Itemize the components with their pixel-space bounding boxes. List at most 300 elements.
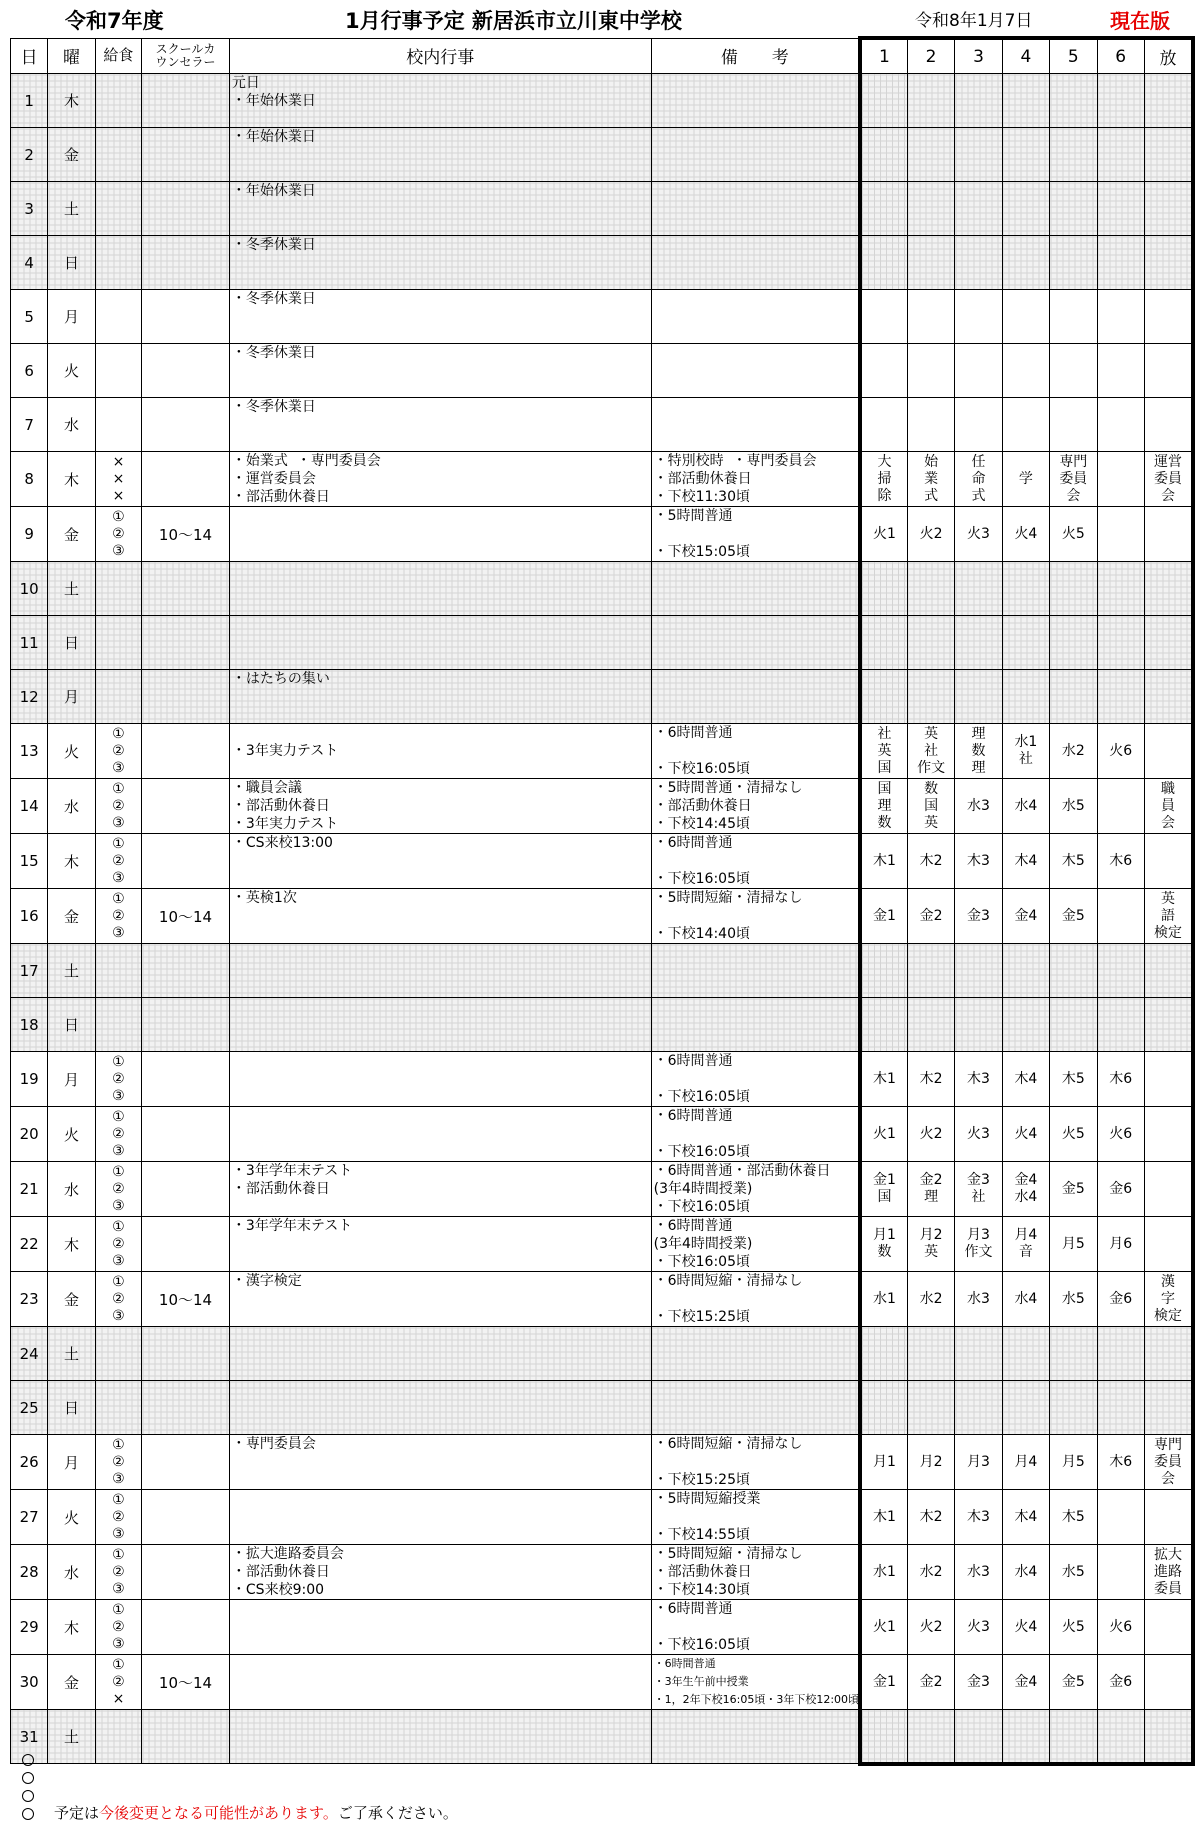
counselor-cell: 10〜14: [142, 507, 230, 562]
events-cell: [229, 1381, 651, 1435]
lunch-cell: ① ② ③: [95, 1545, 141, 1600]
period-4-cell: 月4 音: [1002, 1217, 1049, 1272]
counselor-cell: [142, 236, 230, 290]
col-period-1: 1: [860, 38, 907, 74]
period-6-cell: [1097, 1490, 1144, 1545]
notes-cell: [651, 670, 860, 724]
day-cell: 5: [11, 290, 48, 344]
weekday-cell: 月: [48, 1052, 95, 1107]
notes-cell: [651, 182, 860, 236]
period-3-cell: [955, 670, 1002, 724]
events-cell: ・年始休業日: [229, 128, 651, 182]
notes-cell: ・5時間普通 ・下校15:05頃: [651, 507, 860, 562]
notes-cell: [651, 74, 860, 128]
notes-cell: ・6時間普通・部活動休養日 (3年4時間授業) ・下校16:05頃: [651, 1162, 860, 1217]
period-4-cell: 水4: [1002, 779, 1049, 834]
period-5-cell: 金5: [1050, 889, 1097, 944]
period-3-cell: 水3: [955, 1272, 1002, 1327]
period-3-cell: 月3 作文: [955, 1217, 1002, 1272]
notes-cell: ・6時間普通 ・3年生午前中授業 ・1，2年下校16:05頃・3年下校12:00頃: [651, 1655, 860, 1710]
period-1-cell: [860, 998, 907, 1052]
after-school-cell: [1144, 562, 1193, 616]
day-cell: 21: [11, 1162, 48, 1217]
counselor-cell: [142, 944, 230, 998]
notes-cell: [651, 398, 860, 452]
version-status: 現在版: [1110, 9, 1170, 33]
period-3-cell: [955, 998, 1002, 1052]
period-5-cell: [1050, 344, 1097, 398]
period-2-cell: [907, 398, 954, 452]
footer-bullet: [22, 1786, 458, 1804]
period-1-cell: [860, 670, 907, 724]
lunch-cell: [95, 236, 141, 290]
period-3-cell: 金3 社: [955, 1162, 1002, 1217]
period-4-cell: 金4: [1002, 1655, 1049, 1710]
period-5-cell: 木5: [1050, 834, 1097, 889]
period-2-cell: 月2 英: [907, 1217, 954, 1272]
after-school-cell: 専門 委員 会: [1144, 1435, 1193, 1490]
period-5-cell: 火5: [1050, 507, 1097, 562]
period-1-cell: [860, 128, 907, 182]
period-4-cell: 水4: [1002, 1545, 1049, 1600]
day-cell: 23: [11, 1272, 48, 1327]
period-6-cell: [1097, 290, 1144, 344]
period-2-cell: 木2: [907, 1490, 954, 1545]
period-3-cell: [955, 398, 1002, 452]
day-cell: 13: [11, 724, 48, 779]
period-1-cell: 水1: [860, 1272, 907, 1327]
lunch-cell: ① ② ③: [95, 724, 141, 779]
period-1-cell: [860, 398, 907, 452]
weekday-cell: 木: [48, 834, 95, 889]
period-1-cell: 木1: [860, 1052, 907, 1107]
period-6-cell: [1097, 1710, 1144, 1764]
counselor-cell: [142, 670, 230, 724]
after-school-cell: [1144, 1327, 1193, 1381]
period-6-cell: 木6: [1097, 1435, 1144, 1490]
schedule-row: [11, 507, 1194, 562]
period-1-cell: [860, 236, 907, 290]
schedule-row: [11, 452, 1194, 507]
weekday-cell: 土: [48, 944, 95, 998]
lunch-cell: ① ② ③: [95, 1490, 141, 1545]
period-3-cell: [955, 182, 1002, 236]
period-2-cell: [907, 944, 954, 998]
lunch-cell: ① ② ③: [95, 1162, 141, 1217]
period-3-cell: 任 命 式: [955, 452, 1002, 507]
period-1-cell: 国 理 数: [860, 779, 907, 834]
notes-cell: ・6時間短縮・清掃なし ・下校15:25頃: [651, 1272, 860, 1327]
notes-cell: ・6時間普通 ・下校16:05頃: [651, 1600, 860, 1655]
period-6-cell: 火6: [1097, 1107, 1144, 1162]
col-period-5: 5: [1050, 38, 1097, 74]
after-school-cell: [1144, 1052, 1193, 1107]
period-3-cell: 金3: [955, 889, 1002, 944]
period-3-cell: [955, 616, 1002, 670]
period-4-cell: 学: [1002, 452, 1049, 507]
period-2-cell: [907, 344, 954, 398]
schedule-table: [10, 36, 1195, 1766]
period-4-cell: 木4: [1002, 1490, 1049, 1545]
day-cell: 9: [11, 507, 48, 562]
period-3-cell: 木3: [955, 834, 1002, 889]
day-cell: 29: [11, 1600, 48, 1655]
schedule-row: [11, 1052, 1194, 1107]
notes-cell: [651, 616, 860, 670]
after-school-cell: [1144, 344, 1193, 398]
schedule-row: [11, 889, 1194, 944]
period-6-cell: [1097, 236, 1144, 290]
period-5-cell: 木5: [1050, 1490, 1097, 1545]
counselor-cell: [142, 1052, 230, 1107]
period-6-cell: [1097, 562, 1144, 616]
period-6-cell: 火6: [1097, 1600, 1144, 1655]
counselor-cell: [142, 128, 230, 182]
period-5-cell: 専門 委員 会: [1050, 452, 1097, 507]
note-prefix: 予定は: [54, 1804, 100, 1822]
period-2-cell: [907, 1710, 954, 1764]
period-2-cell: 木2: [907, 834, 954, 889]
col-after-school: 放: [1144, 38, 1193, 74]
schedule-row: [11, 1490, 1194, 1545]
events-cell: ・3年学年末テスト ・部活動休養日: [229, 1162, 651, 1217]
counselor-cell: [142, 1107, 230, 1162]
period-6-cell: 木6: [1097, 1052, 1144, 1107]
period-5-cell: 月5: [1050, 1217, 1097, 1272]
after-school-cell: [1144, 128, 1193, 182]
counselor-cell: [142, 1435, 230, 1490]
col-lunch: 給食: [95, 38, 141, 74]
circle-icon: [22, 1790, 34, 1802]
schedule-row: [11, 1600, 1194, 1655]
period-2-cell: [907, 998, 954, 1052]
lunch-cell: ① ② ③: [95, 1217, 141, 1272]
period-2-cell: [907, 290, 954, 344]
counselor-cell: [142, 724, 230, 779]
period-1-cell: 火1: [860, 1600, 907, 1655]
day-cell: 10: [11, 562, 48, 616]
after-school-cell: [1144, 834, 1193, 889]
counselor-cell: [142, 398, 230, 452]
weekday-cell: 金: [48, 1272, 95, 1327]
day-cell: 1: [11, 74, 48, 128]
day-cell: 20: [11, 1107, 48, 1162]
period-1-cell: [860, 290, 907, 344]
day-cell: 28: [11, 1545, 48, 1600]
day-cell: 18: [11, 998, 48, 1052]
weekday-cell: 月: [48, 290, 95, 344]
period-3-cell: 木3: [955, 1052, 1002, 1107]
period-1-cell: [860, 74, 907, 128]
lunch-cell: ① ② ③: [95, 1052, 141, 1107]
period-4-cell: 火4: [1002, 507, 1049, 562]
period-3-cell: [955, 344, 1002, 398]
events-cell: ・はたちの集い: [229, 670, 651, 724]
period-3-cell: [955, 1381, 1002, 1435]
period-6-cell: [1097, 998, 1144, 1052]
period-2-cell: [907, 182, 954, 236]
period-3-cell: [955, 74, 1002, 128]
period-1-cell: [860, 1710, 907, 1764]
weekday-cell: 金: [48, 128, 95, 182]
period-2-cell: 英 社 作文: [907, 724, 954, 779]
lunch-cell: ① ② ③: [95, 834, 141, 889]
header-row: [11, 38, 1194, 74]
after-school-cell: [1144, 1217, 1193, 1272]
period-1-cell: [860, 1381, 907, 1435]
events-cell: [229, 1327, 651, 1381]
period-4-cell: [1002, 562, 1049, 616]
schedule-row: [11, 182, 1194, 236]
footer-bullet: [22, 1750, 458, 1768]
period-5-cell: 火5: [1050, 1600, 1097, 1655]
schedule-row: [11, 1435, 1194, 1490]
lunch-cell: [95, 562, 141, 616]
notes-cell: [651, 236, 860, 290]
events-cell: ・漢字検定: [229, 1272, 651, 1327]
counselor-cell: [142, 1490, 230, 1545]
counselor-cell: [142, 452, 230, 507]
schedule-row: [11, 344, 1194, 398]
period-1-cell: 火1: [860, 1107, 907, 1162]
day-cell: 26: [11, 1435, 48, 1490]
period-6-cell: [1097, 1381, 1144, 1435]
schedule-row: [11, 290, 1194, 344]
period-1-cell: [860, 344, 907, 398]
weekday-cell: 土: [48, 182, 95, 236]
period-1-cell: 木1: [860, 834, 907, 889]
after-school-cell: [1144, 944, 1193, 998]
period-3-cell: 水3: [955, 779, 1002, 834]
period-2-cell: 数 国 英: [907, 779, 954, 834]
counselor-cell: [142, 1600, 230, 1655]
day-cell: 7: [11, 398, 48, 452]
counselor-cell: [142, 562, 230, 616]
period-1-cell: [860, 616, 907, 670]
period-5-cell: 水2: [1050, 724, 1097, 779]
period-5-cell: [1050, 290, 1097, 344]
period-2-cell: 金2: [907, 889, 954, 944]
period-2-cell: 火2: [907, 507, 954, 562]
period-4-cell: [1002, 182, 1049, 236]
notes-cell: ・6時間普通 (3年4時間授業) ・下校16:05頃: [651, 1217, 860, 1272]
period-5-cell: [1050, 128, 1097, 182]
period-4-cell: [1002, 74, 1049, 128]
after-school-cell: 運営 委員 会: [1144, 452, 1193, 507]
weekday-cell: 木: [48, 1217, 95, 1272]
period-3-cell: [955, 290, 1002, 344]
schedule-row: [11, 1655, 1194, 1710]
lunch-cell: ① ② ③: [95, 1107, 141, 1162]
period-3-cell: 火3: [955, 507, 1002, 562]
after-school-cell: [1144, 670, 1193, 724]
schedule-row: [11, 1381, 1194, 1435]
day-cell: 27: [11, 1490, 48, 1545]
period-5-cell: [1050, 1327, 1097, 1381]
period-4-cell: [1002, 236, 1049, 290]
weekday-cell: 金: [48, 1655, 95, 1710]
day-cell: 22: [11, 1217, 48, 1272]
period-3-cell: 木3: [955, 1490, 1002, 1545]
day-cell: 11: [11, 616, 48, 670]
weekday-cell: 木: [48, 1600, 95, 1655]
counselor-cell: [142, 1327, 230, 1381]
lunch-cell: × × ×: [95, 452, 141, 507]
period-4-cell: [1002, 290, 1049, 344]
period-5-cell: [1050, 74, 1097, 128]
period-6-cell: [1097, 452, 1144, 507]
notes-cell: ・5時間短縮・清掃なし ・下校14:40頃: [651, 889, 860, 944]
weekday-cell: 日: [48, 236, 95, 290]
notes-cell: ・6時間短縮・清掃なし ・下校15:25頃: [651, 1435, 860, 1490]
notes-cell: [651, 1327, 860, 1381]
after-school-cell: [1144, 1600, 1193, 1655]
notes-cell: [651, 1710, 860, 1764]
col-period-3: 3: [955, 38, 1002, 74]
weekday-cell: 火: [48, 1490, 95, 1545]
period-6-cell: [1097, 889, 1144, 944]
events-cell: [229, 562, 651, 616]
after-school-cell: [1144, 1107, 1193, 1162]
after-school-cell: [1144, 74, 1193, 128]
after-school-cell: [1144, 290, 1193, 344]
events-cell: [229, 616, 651, 670]
counselor-cell: [142, 779, 230, 834]
weekday-cell: 火: [48, 344, 95, 398]
period-6-cell: 金6: [1097, 1655, 1144, 1710]
weekday-cell: 土: [48, 562, 95, 616]
period-4-cell: [1002, 616, 1049, 670]
weekday-cell: 日: [48, 616, 95, 670]
day-cell: 25: [11, 1381, 48, 1435]
period-6-cell: [1097, 74, 1144, 128]
day-cell: 3: [11, 182, 48, 236]
period-5-cell: 水5: [1050, 779, 1097, 834]
events-cell: [229, 1600, 651, 1655]
period-5-cell: [1050, 944, 1097, 998]
period-1-cell: 金1: [860, 1655, 907, 1710]
events-cell: ・拡大進路委員会 ・部活動休養日 ・CS来校9:00: [229, 1545, 651, 1600]
period-6-cell: 金6: [1097, 1162, 1144, 1217]
period-5-cell: 木5: [1050, 1052, 1097, 1107]
events-cell: [229, 1490, 651, 1545]
counselor-cell: [142, 344, 230, 398]
counselor-cell: [142, 74, 230, 128]
period-3-cell: 火3: [955, 1107, 1002, 1162]
events-cell: 元日 ・年始休業日: [229, 74, 651, 128]
page-title: 1月行事予定 新居浜市立川東中学校: [345, 9, 682, 33]
counselor-cell: [142, 834, 230, 889]
period-6-cell: [1097, 344, 1144, 398]
period-2-cell: [907, 670, 954, 724]
schedule-row: [11, 724, 1194, 779]
period-6-cell: 木6: [1097, 834, 1144, 889]
period-4-cell: [1002, 398, 1049, 452]
schedule-row: [11, 944, 1194, 998]
issue-date: 令和8年1月7日: [915, 11, 1033, 31]
events-cell: [229, 944, 651, 998]
period-1-cell: [860, 562, 907, 616]
lunch-cell: [95, 1327, 141, 1381]
period-2-cell: 金2: [907, 1655, 954, 1710]
after-school-cell: [1144, 1710, 1193, 1764]
events-cell: [229, 1052, 651, 1107]
weekday-cell: 金: [48, 507, 95, 562]
period-1-cell: [860, 1327, 907, 1381]
period-4-cell: 水4: [1002, 1272, 1049, 1327]
day-cell: 8: [11, 452, 48, 507]
day-cell: 31: [11, 1710, 48, 1764]
schedule-row: [11, 1545, 1194, 1600]
day-cell: 17: [11, 944, 48, 998]
period-5-cell: 水5: [1050, 1272, 1097, 1327]
period-4-cell: [1002, 128, 1049, 182]
counselor-cell: 10〜14: [142, 1655, 230, 1710]
schedule-row: [11, 398, 1194, 452]
schedule-row: [11, 1327, 1194, 1381]
counselor-cell: [142, 616, 230, 670]
col-weekday: 曜: [48, 38, 95, 74]
period-5-cell: 金5: [1050, 1162, 1097, 1217]
notes-cell: ・6時間普通 ・下校16:05頃: [651, 724, 860, 779]
lunch-cell: [95, 290, 141, 344]
lunch-cell: ① ② ③: [95, 779, 141, 834]
period-6-cell: [1097, 670, 1144, 724]
period-3-cell: [955, 1327, 1002, 1381]
period-1-cell: 金1: [860, 889, 907, 944]
period-2-cell: [907, 74, 954, 128]
period-6-cell: [1097, 779, 1144, 834]
after-school-cell: [1144, 724, 1193, 779]
period-4-cell: 金4 水4: [1002, 1162, 1049, 1217]
notes-cell: [651, 944, 860, 998]
circle-icon: [22, 1754, 34, 1766]
day-cell: 14: [11, 779, 48, 834]
weekday-cell: 木: [48, 452, 95, 507]
period-2-cell: 始 業 式: [907, 452, 954, 507]
weekday-cell: 火: [48, 724, 95, 779]
day-cell: 24: [11, 1327, 48, 1381]
period-2-cell: [907, 128, 954, 182]
events-cell: [229, 1655, 651, 1710]
after-school-cell: [1144, 1490, 1193, 1545]
period-2-cell: 火2: [907, 1107, 954, 1162]
period-3-cell: 水3: [955, 1545, 1002, 1600]
events-cell: [229, 1107, 651, 1162]
period-4-cell: 木4: [1002, 1052, 1049, 1107]
schedule-row: [11, 74, 1194, 128]
schedule-body: [11, 74, 1194, 1764]
period-6-cell: [1097, 1545, 1144, 1600]
schedule-row: [11, 779, 1194, 834]
notes-cell: ・5時間短縮・清掃なし ・部活動休養日 ・下校14:30頃: [651, 1545, 860, 1600]
weekday-cell: 水: [48, 398, 95, 452]
period-4-cell: [1002, 344, 1049, 398]
period-2-cell: 水2: [907, 1272, 954, 1327]
period-6-cell: [1097, 507, 1144, 562]
col-period-4: 4: [1002, 38, 1049, 74]
period-1-cell: 社 英 国: [860, 724, 907, 779]
period-1-cell: 大 掃 除: [860, 452, 907, 507]
period-4-cell: [1002, 670, 1049, 724]
lunch-cell: ① ② ×: [95, 1655, 141, 1710]
lunch-cell: [95, 398, 141, 452]
period-4-cell: 金4: [1002, 889, 1049, 944]
events-cell: ・冬季休業日: [229, 344, 651, 398]
period-2-cell: 火2: [907, 1600, 954, 1655]
counselor-cell: 10〜14: [142, 1272, 230, 1327]
events-cell: ・CS来校13:00: [229, 834, 651, 889]
